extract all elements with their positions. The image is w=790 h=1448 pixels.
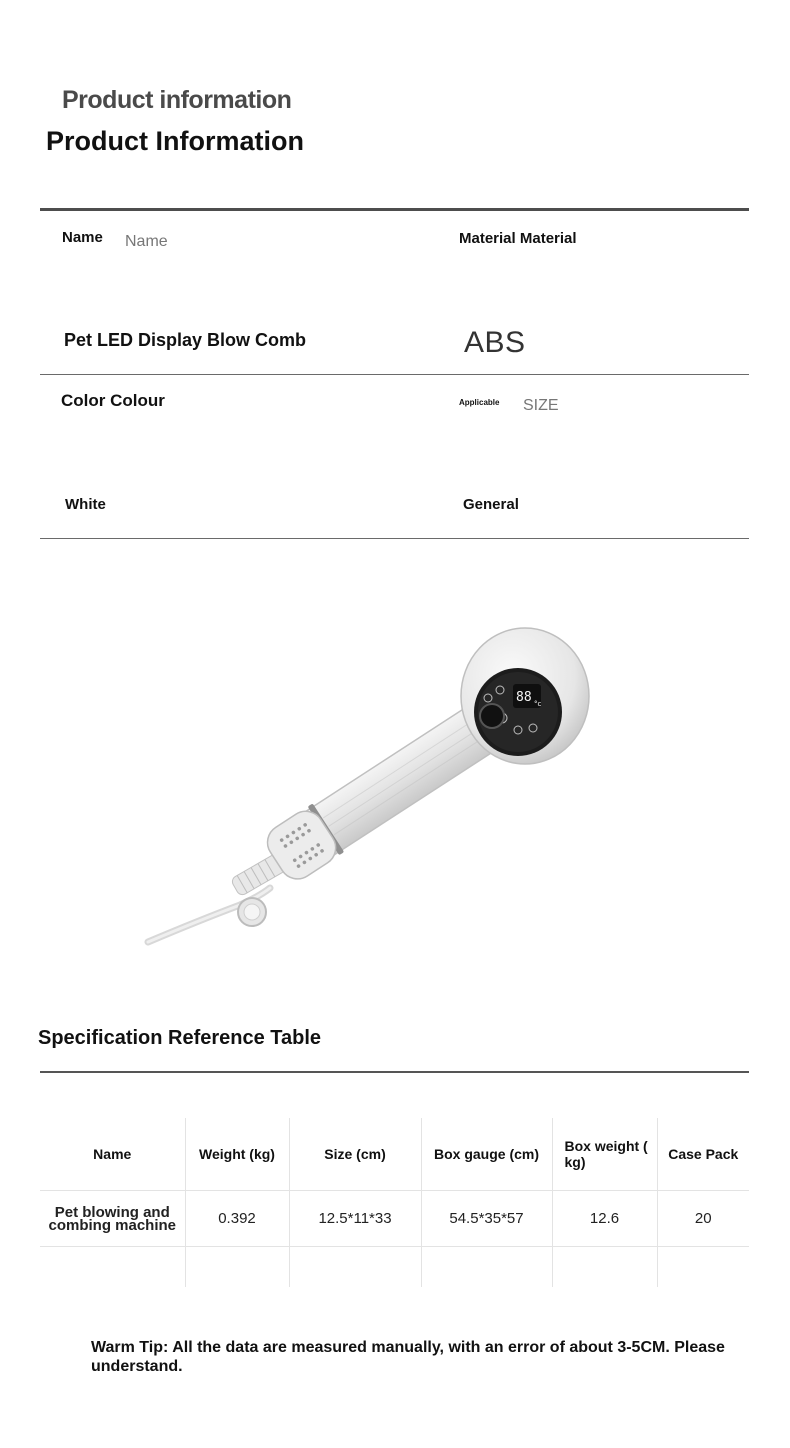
- table-cell: [552, 1247, 657, 1288]
- name-label: Name: [62, 229, 103, 246]
- spec-table: [40, 1118, 749, 1287]
- table-cell: 12.6: [552, 1191, 657, 1247]
- warm-tip: Warm Tip: All the data are measured manually, with an error of about 3-5CM. Please understand.: [91, 1339, 725, 1375]
- divider: [40, 208, 749, 211]
- table-cell: [185, 1247, 289, 1288]
- table-row: [40, 1191, 749, 1247]
- table-cell: [40, 1247, 185, 1288]
- table-cell: [421, 1247, 552, 1288]
- table-cell: 12.5*11*33: [289, 1191, 421, 1247]
- column-header: Box weight ( kg): [552, 1118, 657, 1191]
- section-subtitle: Product information: [62, 86, 292, 114]
- material-label: Material Material: [459, 230, 577, 247]
- name-label-alt: Name: [125, 233, 168, 250]
- divider: [40, 538, 749, 539]
- column-header: Size (cm): [289, 1118, 421, 1191]
- column-header: Name: [93, 1146, 132, 1162]
- table-cell: [289, 1247, 421, 1288]
- table-cell: Pet blowing and combing machine: [40, 1191, 185, 1247]
- column-header: Box gauge (cm): [421, 1118, 552, 1191]
- section-title: Product Information: [46, 126, 304, 156]
- table-cell: [657, 1247, 749, 1288]
- table-cell: 20: [657, 1191, 749, 1247]
- color-value: White: [65, 496, 106, 513]
- svg-text:°c: °c: [534, 700, 542, 708]
- divider: [40, 1071, 749, 1073]
- color-label: Color Colour: [61, 391, 165, 410]
- size-value: General: [463, 496, 519, 513]
- column-header: Case Pack: [657, 1118, 749, 1191]
- product-name-value: Pet LED Display Blow Comb: [64, 330, 307, 350]
- pet-blow-comb-illustration: [140, 620, 600, 960]
- material-value: ABS: [464, 326, 526, 359]
- column-header: Weight (kg): [185, 1118, 289, 1191]
- table-cell: 0.392: [185, 1191, 289, 1247]
- table-cell: 54.5*35*57: [421, 1191, 552, 1247]
- divider: [40, 374, 749, 375]
- display-readout: 88: [516, 690, 532, 705]
- applicable-label: Applicable: [459, 398, 500, 407]
- table-row: [40, 1247, 749, 1288]
- size-label: SIZE: [523, 397, 559, 414]
- table-header-row: [40, 1118, 749, 1191]
- spec-table-title: Specification Reference Table: [38, 1027, 322, 1049]
